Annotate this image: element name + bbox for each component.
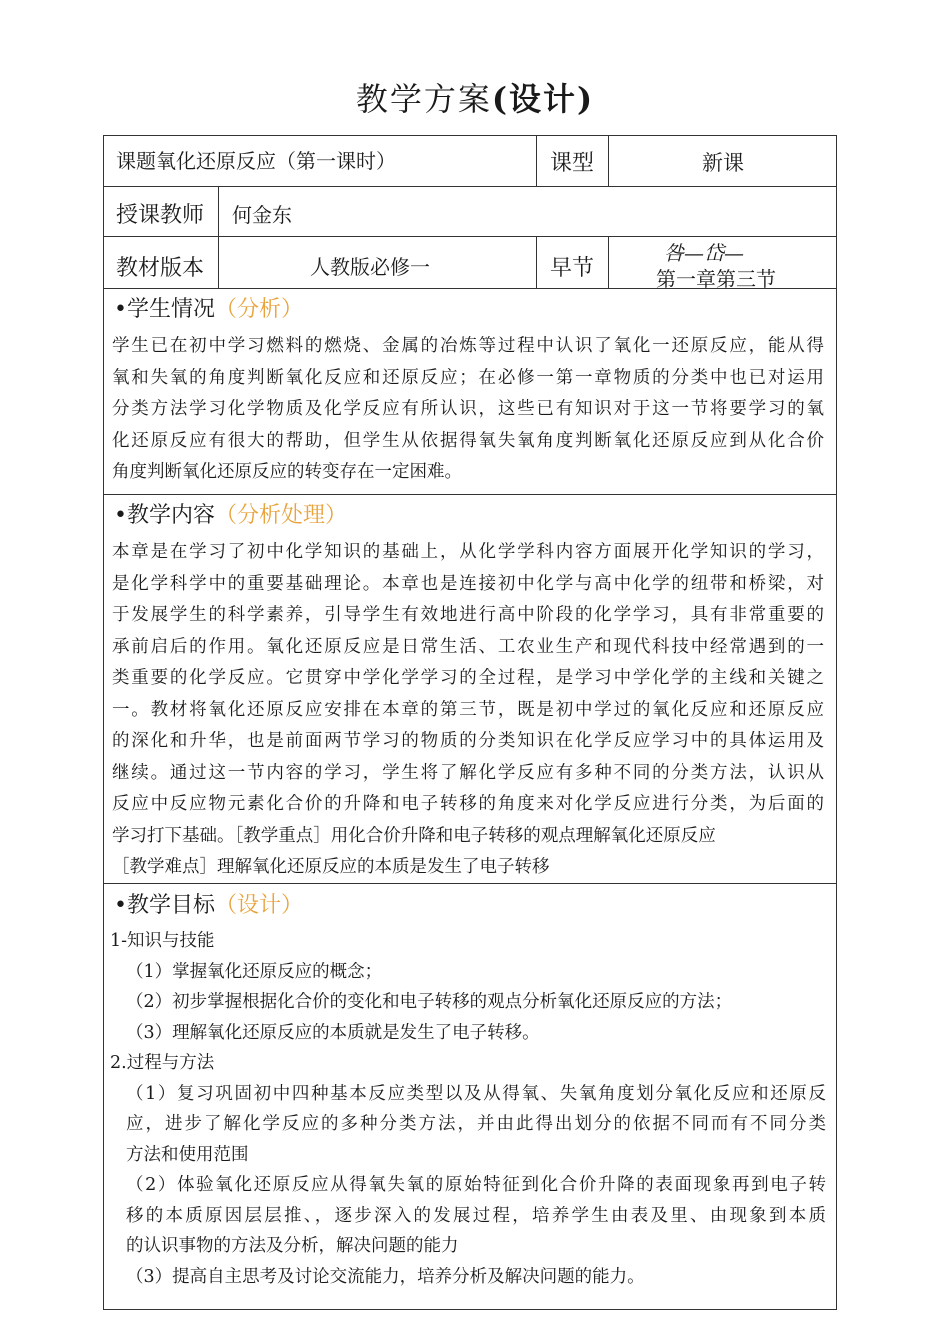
chapter-value-line1: 咎—岱— <box>664 241 744 265</box>
text-line: 是化学科学中的重要基础理论。本章也是连接初中化学与高中化学的纽带和桥梁，对 <box>112 573 824 594</box>
teacher-label: 授课教师 <box>116 203 205 228</box>
text-line: 应，进步了解化学反应的多种分类方法，并由此得出划分的依据不同而有不同分类 <box>126 1114 826 1134</box>
text-line: （1）复习巩固初中四种基本反应类型以及从得氧、失氧角度划分氧化反应和还原反 <box>126 1083 826 1104</box>
goals-section <box>104 884 836 1309</box>
text-line: 继续。通过这一节内容的学习，学生将了解化学反应有多种不同的分类方法，认识从 <box>112 762 824 783</box>
teacher-name: 何金东 <box>232 203 292 227</box>
chapter-value-line2: 第一章第三节 <box>656 267 776 291</box>
edition-value: 人教版必修一 <box>310 255 430 279</box>
goals-section2-title: 2.过程与方法 <box>110 1053 215 1073</box>
goals-body <box>110 926 826 1292</box>
students-heading-text: •学生情况 <box>114 297 215 322</box>
content-heading <box>114 498 347 529</box>
divider <box>536 237 537 288</box>
text-line: 角度判断氧化还原反应的转变存在一定困难。 <box>112 462 462 482</box>
text-line: 承前启后的作用。氧化还原反应是日常生活、工农业生产和现代科技中经常遇到的一 <box>112 636 824 657</box>
text-line: 学生已在初中学习燃料的燃烧、金属的冶炼等过程中认识了氧化一还原反应，能从得 <box>112 336 824 356</box>
text-line: （2）体验氧化还原反应从得氧失氧的原始特征到化合价升降的表面现象再到电子转 <box>126 1175 826 1195</box>
list-item: （1）掌握氧化还原反应的概念； <box>126 961 383 982</box>
divider <box>536 136 537 186</box>
goals-section1-title: 1-知识与技能 <box>110 931 215 951</box>
text-line: 移的本质原因层层推、，逐步深入的发展过程，培养学生由表及里、由现象到本质 <box>126 1205 826 1226</box>
text-line: 的深化和升华，也是前面两节学习的物质的分类知识在化学反应学习中的具体运用及 <box>112 731 824 751</box>
text-line: 一。教材将氧化还原反应安排在本章的第三节，既是初中学过的氧化反应和还原反应 <box>112 699 824 720</box>
text-line: 的认识事物的方法及分析，解决问题的能力 <box>126 1236 459 1256</box>
text-line: 学习打下基础。［教学重点］用化合价升降和电子转移的观点理解氧化还原反应 <box>112 825 716 846</box>
chapter-label: 早节 <box>550 256 595 281</box>
text-line: 于发展学生的科学素养，引导学生有效地进行高中阶段的化学学习，具有非常重要的 <box>112 605 824 625</box>
divider <box>608 136 609 186</box>
divider <box>218 237 219 288</box>
lesson-plan-table <box>103 135 837 1310</box>
students-section <box>104 289 836 495</box>
list-item: （2）初步掌握根据化合价的变化和电子转移的观点分析氧化还原反应的方法； <box>126 992 733 1012</box>
lesson-type-value: 新课 <box>702 151 744 175</box>
content-heading-text: •教学内容 <box>114 503 215 528</box>
goals-heading-sub: （设计） <box>214 893 303 918</box>
divider <box>218 187 219 236</box>
students-paragraph <box>112 331 824 489</box>
text-line: 化还原反应有很大的帮助，但学生从依据得氧失氧角度判断氧化还原反应到从化合价 <box>112 430 824 451</box>
content-section <box>104 495 836 884</box>
topic-row <box>104 136 836 187</box>
lesson-type-label: 课型 <box>550 151 595 176</box>
edition-label: 教材版本 <box>116 256 205 281</box>
goals-heading-text: •教学目标 <box>114 893 215 918</box>
text-line: 氧和失氧的角度判断氧化反应和还原反应；在必修一第一章物质的分类中也已对运用 <box>112 367 824 388</box>
text-line: 分类方法学习化学物质及化学反应有所认识，这些已有知识对于这一节将要学习的氧 <box>112 399 824 419</box>
text-line: ［教学难点］理解氧化还原反应的本质是发生了电子转移 <box>112 857 550 877</box>
content-heading-sub: （分析处理） <box>214 503 347 528</box>
students-heading <box>114 292 303 323</box>
text-line: 反应中反应物元素化合价的升降和电子转移的角度来对化学反应进行分类，为后面的 <box>112 794 824 814</box>
text-line: 本章是在学习了初中化学知识的基础上，从化学学科内容方面展开化学知识的学习， <box>112 542 824 562</box>
page-title <box>0 74 950 120</box>
goals-heading <box>114 888 303 919</box>
title-paren: (设计) <box>491 80 595 118</box>
divider <box>608 237 609 288</box>
text-line: （3）提高自主思考及讨论交流能力，培养分析及解决问题的能力。 <box>126 1266 645 1287</box>
list-item: （3）理解氧化还原反应的本质就是发生了电子转移。 <box>126 1022 540 1043</box>
edition-row <box>104 237 836 289</box>
text-line: 类重要的化学反应。它贯穿中学化学学习的全过程，是学习中学化学的主线和关键之 <box>112 668 824 688</box>
content-paragraph <box>112 537 824 884</box>
students-heading-sub: （分析） <box>214 297 303 322</box>
text-line: 方法和使用范围 <box>126 1144 249 1165</box>
topic-value: 课题氧化还原反应（第一课时） <box>116 149 396 173</box>
teacher-row <box>104 187 836 237</box>
title-main: 教学方案 <box>355 80 492 118</box>
